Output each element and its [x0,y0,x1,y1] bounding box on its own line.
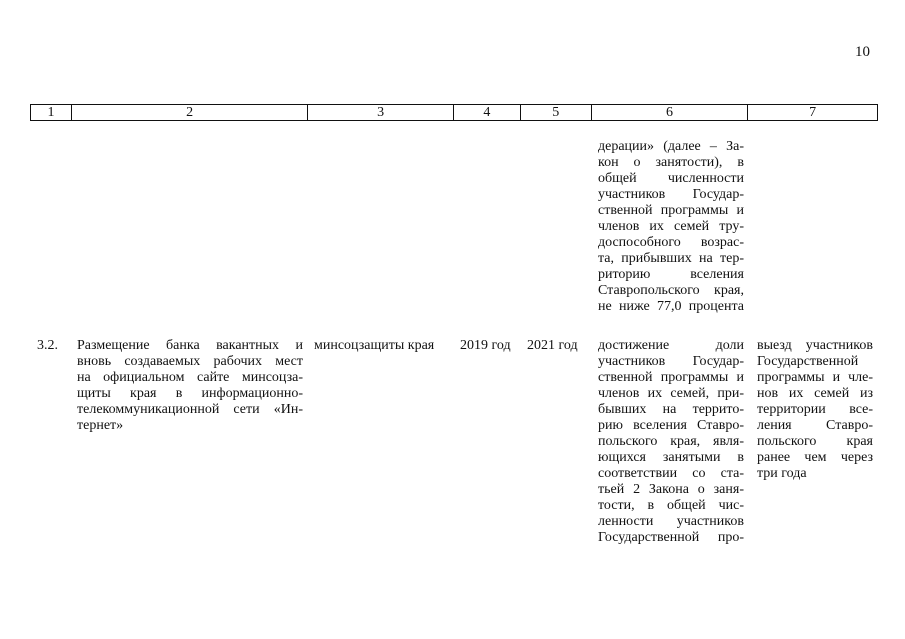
text-line: членов их семей тру- [598,219,744,234]
text-line: участников Государ- [598,187,744,202]
row-number [37,338,73,354]
text-line: 2019 год [460,338,511,353]
text-line: ственной программы и [598,370,744,385]
row-3-2-indicator [598,338,744,546]
text-line: на официальном сайте минсоцза- [77,370,303,385]
text-line: ления Ставро- [757,418,873,433]
text-line: участников Государ- [598,354,744,369]
text-line: Ставропольского края, [598,283,744,298]
text-line: рию вселения Ставро- [598,418,744,433]
text-line: телекоммуникационной сети «Ин- [77,402,303,417]
text-line: Размещение банка вакантных и [77,338,303,353]
text-line: польского края [757,434,873,449]
row-number-text: 3.2. [37,338,58,353]
header-col-3: 3 [308,105,454,120]
continuation-col6-text [598,139,744,315]
header-col-5: 5 [521,105,592,120]
text-line: минсоцзащиты края [314,338,435,353]
header-col-2: 2 [72,105,308,120]
text-line: бывших на террито- [598,402,744,417]
text-line: выезд участников [757,338,873,353]
text-line: щиты края в информационно- [77,386,303,401]
text-line: та, прибывших на тер- [598,251,744,266]
row-3-2-event-description [77,338,303,434]
text-line: Государственной [757,354,859,369]
text-line: членов их семей, при- [598,386,744,401]
text-line: польского края, явля- [598,434,744,449]
text-line: тьей 2 Закона о заня- [598,482,744,497]
header-col-6: 6 [592,105,749,120]
text-line: 2021 год [527,338,578,353]
row-3-2-responsible [314,338,448,354]
text-line: ственной программы и [598,203,744,218]
text-line: доспособного возрас- [598,235,744,250]
text-line: не ниже 77,0 процента [598,299,744,314]
text-line: кон о занятости), в [598,155,744,170]
text-line: территории все- [757,402,873,417]
text-line: соответствии со ста- [598,466,744,481]
column-number-header [30,104,878,121]
text-line: вновь создаваемых рабочих мест [77,354,303,369]
text-line: тости, в общей чис- [598,498,744,513]
row-3-2-start-year [460,338,518,354]
text-line: нов их семей из [757,386,873,401]
text-line: риторию вселения [598,267,744,282]
text-line: достижение доли [598,338,744,353]
row-3-2-consequences [757,338,873,482]
text-line: программы и чле- [757,370,873,385]
text-line: тернет» [77,418,124,433]
text-line: три года [757,466,807,481]
header-col-1: 1 [31,105,72,120]
text-line: Государственной про- [598,530,744,545]
text-line: ленности участников [598,514,744,529]
text-line: ранее чем через [757,450,873,465]
text-line: ющихся занятыми в [598,450,744,465]
text-line: дерации» (далее – За- [598,139,744,154]
row-3-2-end-year [527,338,587,354]
page-number: 10 [855,44,870,60]
header-col-7: 7 [809,105,817,120]
header-col-4: 4 [454,105,521,120]
text-line: общей численности [598,171,744,186]
